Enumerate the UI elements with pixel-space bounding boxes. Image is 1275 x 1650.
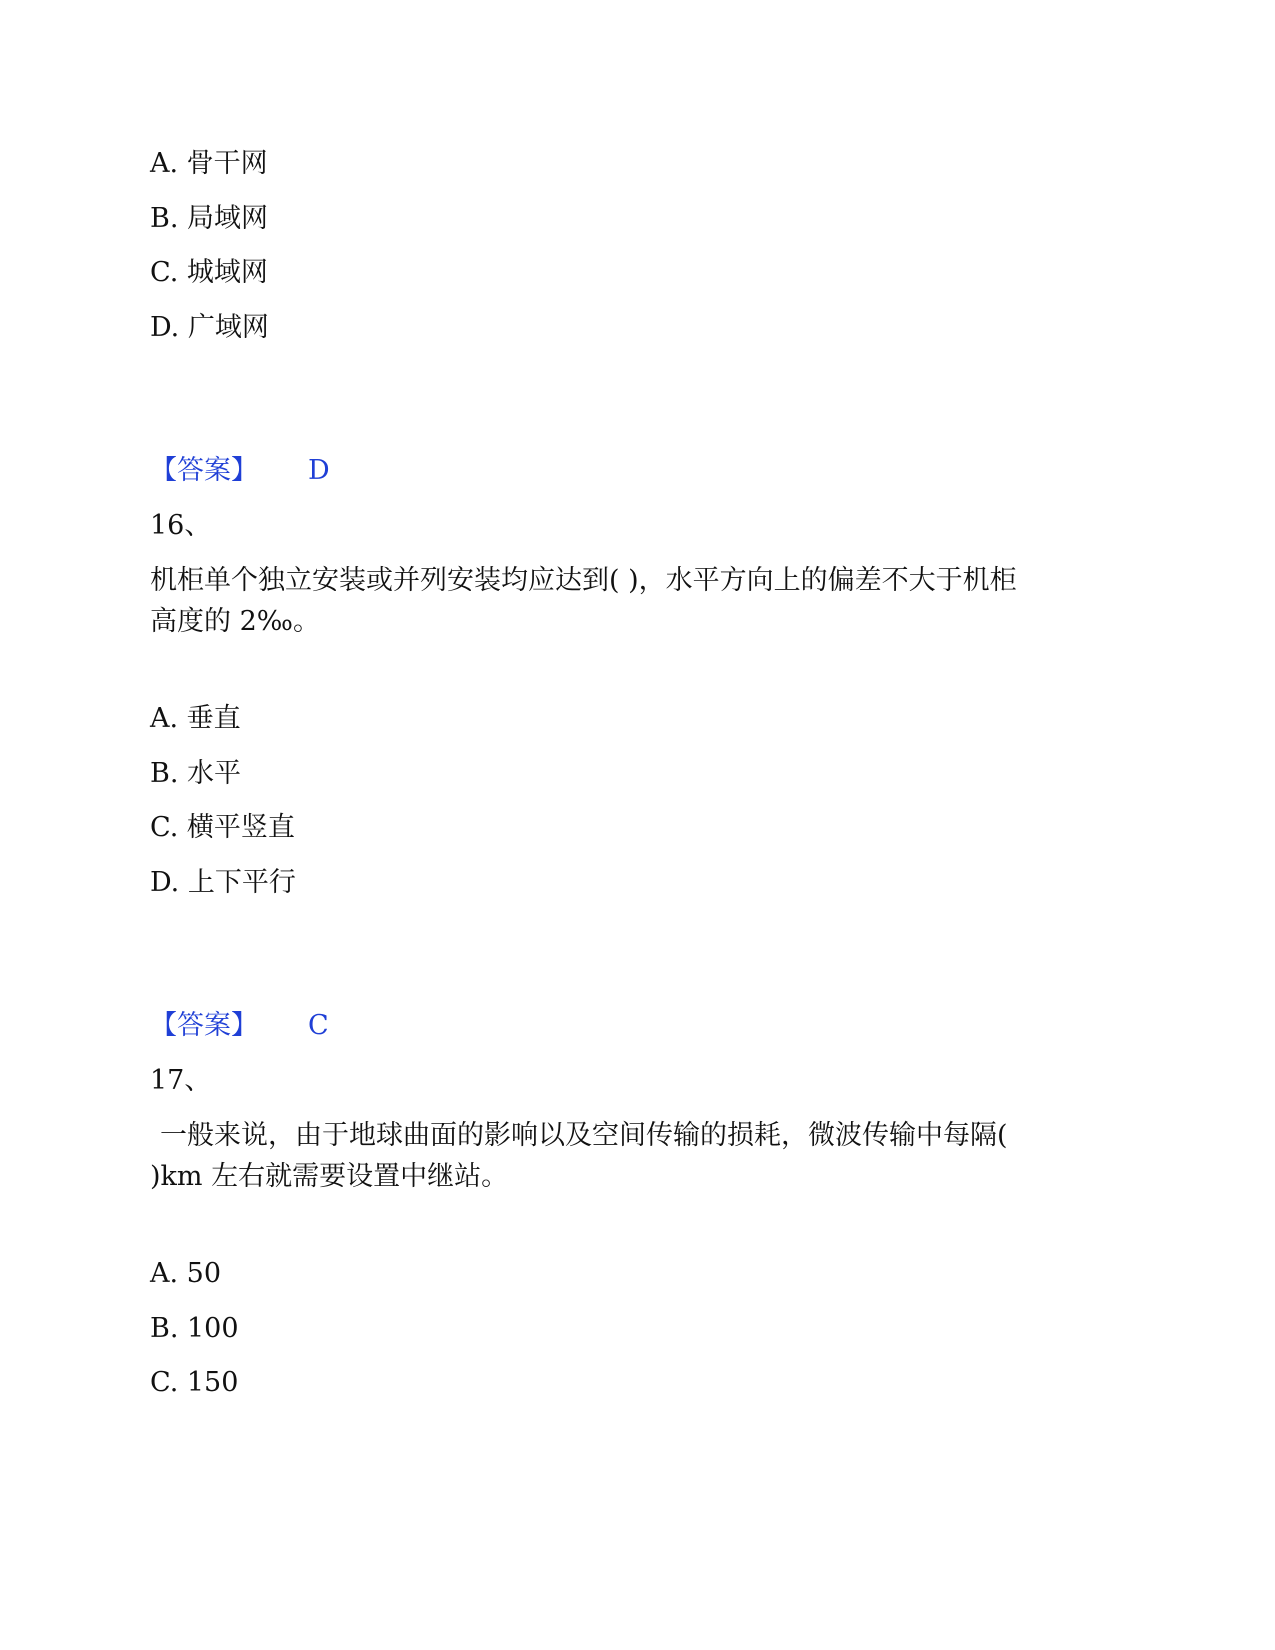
q16-answer-label: 【答案】 [150,1010,258,1041]
q16-number: 16、 [150,510,212,541]
q15-option-c: C. 城域网 [150,257,268,288]
q15-option-a: A. 骨干网 [150,148,268,179]
q15-answer-value: D [308,455,330,486]
q16-option-c: C. 横平竖直 [150,812,295,843]
q15-answer [150,451,330,491]
q16-answer-value: C [308,1010,329,1041]
q15-option-d: D. 广域网 [150,312,269,343]
q16-stem-line-2: 高度的 2‰。 [150,606,320,637]
q17-option-a: A. 50 [150,1258,222,1289]
q17-stem-line-2: )km 左右就需要设置中继站。 [150,1161,509,1192]
q17-option-c: C. 150 [150,1367,239,1398]
q16-option-b: B. 水平 [150,758,242,789]
q15-answer-label: 【答案】 [150,455,258,486]
q15-option-b: B. 局域网 [150,203,269,234]
q17-number: 17、 [150,1065,212,1096]
q16-answer [150,1006,329,1046]
q17-stem-line-1: 一般来说，由于地球曲面的影响以及空间传输的损耗，微波传输中每隔( [160,1120,1008,1151]
q16-option-d: D. 上下平行 [150,867,296,898]
q16-option-a: A. 垂直 [150,703,241,734]
q16-stem-line-1: 机柜单个独立安装或并列安装均应达到( )，水平方向上的偏差不大于机柜 [150,565,1017,596]
q17-option-b: B. 100 [150,1313,239,1344]
